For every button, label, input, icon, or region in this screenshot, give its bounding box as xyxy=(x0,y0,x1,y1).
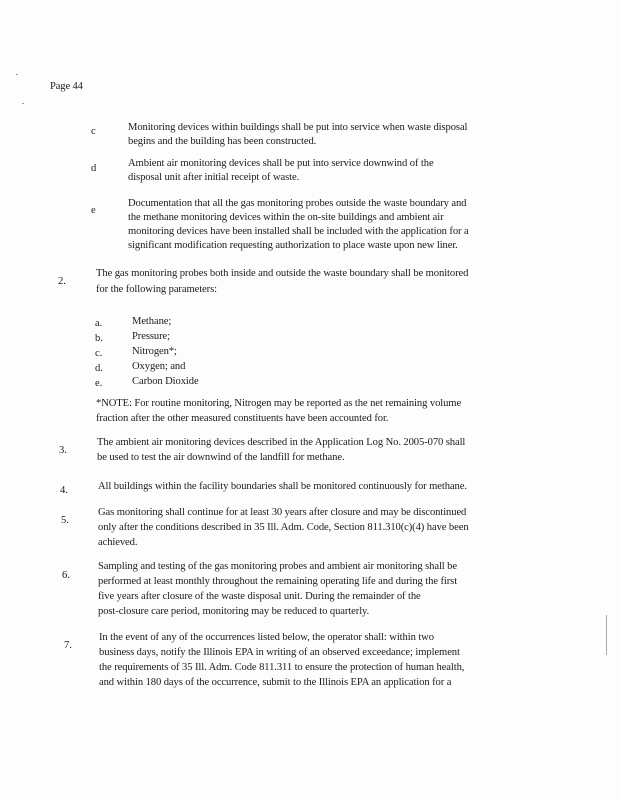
item-line: for the following parameters: xyxy=(96,284,217,295)
param-label: a. xyxy=(95,318,103,329)
item-line: and within 180 days of the occurrence, submit to the Illinois EPA an application for a xyxy=(99,677,452,688)
sub-item-line: begins and the building has been constructed. xyxy=(128,136,317,147)
item-number: 3. xyxy=(59,445,67,456)
scan-margin-mark xyxy=(606,615,607,655)
param-text: Nitrogen*; xyxy=(132,346,177,357)
scan-speck xyxy=(22,103,24,104)
note-line: *NOTE: For routine monitoring, Nitrogen may be reported as the net remaining volume xyxy=(96,398,462,409)
item-line: the requirements of 35 Ill. Adm. Code 811.311 to ensure the protection of human health, xyxy=(99,662,465,673)
item-line: business days, notify the Illinois EPA in writing of an observed exceedance; implement xyxy=(99,647,460,658)
sub-item-label: d xyxy=(91,163,97,174)
param-label: b. xyxy=(95,333,103,344)
item-line: Sampling and testing of the gas monitoring probes and ambient air monitoring shall be xyxy=(98,561,457,572)
item-line: post-closure care period, monitoring may be reduced to quarterly. xyxy=(98,606,370,617)
item-number: 2. xyxy=(58,276,66,287)
page-number: Page 44 xyxy=(50,81,83,92)
item-number: 5. xyxy=(61,515,69,526)
param-label: c. xyxy=(95,348,103,359)
sub-item-line: the methane monitoring devices within the on-site buildings and ambient air xyxy=(128,212,444,223)
scan-speck xyxy=(16,74,18,75)
sub-item-line: Monitoring devices within buildings shall be put into service when waste disposal xyxy=(128,122,468,133)
sub-item-line: significant modification requesting authorization to place waste upon new liner. xyxy=(128,240,458,251)
sub-item-line: disposal unit after initial receipt of waste. xyxy=(128,172,300,183)
item-line: In the event of any of the occurrences listed below, the operator shall: within two xyxy=(99,632,434,643)
sub-item-label: c xyxy=(91,126,96,137)
param-label: d. xyxy=(95,363,103,374)
item-line: performed at least monthly throughout the remaining operating life and during the first xyxy=(98,576,458,587)
item-line: The ambient air monitoring devices described in the Application Log No. 2005-070 shall xyxy=(97,437,466,448)
param-text: Pressure; xyxy=(132,331,170,342)
sub-item-line: Ambient air monitoring devices shall be put into service downwind of the xyxy=(128,158,434,169)
item-line: five years after closure of the waste disposal unit. During the remainder of the xyxy=(98,591,421,602)
parameters-list xyxy=(0,314,618,390)
item-line: achieved. xyxy=(98,537,138,548)
item-number: 4. xyxy=(60,485,68,496)
item-number: 6. xyxy=(62,570,70,581)
sub-item-line: monitoring devices have been installed shall be included with the application for a xyxy=(128,226,469,237)
param-text: Oxygen; and xyxy=(132,361,186,372)
item-line: The gas monitoring probes both inside and outside the waste boundary shall be monitored xyxy=(96,268,469,279)
param-label: e. xyxy=(95,378,103,389)
item-line: All buildings within the facility boundaries shall be monitored continuously for methane. xyxy=(98,481,467,492)
note-line: fraction after the other measured constituents have been accounted for. xyxy=(96,413,389,424)
item-line: Gas monitoring shall continue for at least 30 years after closure and may be discontinued xyxy=(98,507,467,518)
param-text: Carbon Dioxide xyxy=(132,376,199,387)
sub-item-label: e xyxy=(91,205,96,216)
item-line: be used to test the air downwind of the landfill for methane. xyxy=(97,452,345,463)
item-number: 7. xyxy=(64,640,72,651)
param-text: Methane; xyxy=(132,316,172,327)
sub-item-line: Documentation that all the gas monitoring probes outside the waste boundary and xyxy=(128,198,467,209)
item-line: only after the conditions described in 35 Ill. Adm. Code, Section 811.310(c)(4) have been xyxy=(98,522,469,533)
